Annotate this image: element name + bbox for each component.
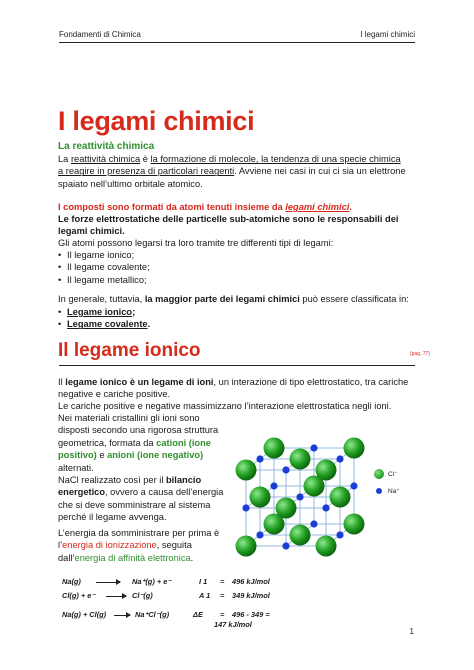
eq1-sym: I 1	[199, 577, 208, 586]
sodium-ion	[350, 482, 357, 489]
forces-paragraph: Le forze elettrostatiche delle particelle sub-atomiche sono le responsabili dei legami chimici.	[58, 214, 399, 237]
classes-list	[58, 306, 150, 331]
section-title: Il legame ionico	[58, 340, 201, 361]
chloride-ion	[264, 438, 285, 459]
sodium-ion	[256, 455, 263, 462]
energy-paragraph: L’energia da somministrare per prima è l’energia di ionizzazione, seguita dall’energia di affinità elettronica.	[58, 528, 220, 563]
lattice-legend	[374, 465, 400, 499]
list-item: • Il legame covalente;	[58, 262, 150, 273]
running-header	[59, 30, 415, 39]
crystal-paragraph: Nei materiali cristallini gli ioni sono disposti secondo una rigorosa struttura geometrica, formata da cationi (ione positivo) e anioni (ione negativo) alternati.	[58, 413, 219, 473]
chloride-icon	[374, 469, 384, 479]
chloride-ion	[236, 460, 257, 481]
eq1-rhs: Na⁺(g) + e⁻	[132, 577, 172, 586]
eq3-value: 496 - 349 =	[232, 610, 270, 619]
page-number: 1	[409, 627, 414, 636]
eq1-value: 496 kJ/mol	[232, 577, 270, 586]
chloride-ion	[316, 536, 337, 557]
list-item: • Il legame ionico;	[58, 250, 135, 260]
sodium-ion	[242, 504, 249, 511]
sodium-ion	[336, 455, 343, 462]
section-subtitle: La reattività chimica	[58, 141, 155, 152]
list-item: • Legame covalente .	[58, 319, 151, 330]
sodium-ion	[282, 542, 289, 549]
eq3-sym: ΔE	[193, 610, 203, 619]
header-rule	[59, 42, 415, 43]
eq3-rhs: Na⁺Cl⁻(g)	[135, 610, 170, 619]
eq2-equals: =	[220, 591, 225, 600]
sodium-ion	[270, 482, 277, 489]
header-left: Fondamenti di Chimica	[59, 30, 141, 39]
sodium-ion	[336, 531, 343, 538]
chloride-ion	[250, 487, 271, 508]
legend-cl: Cl⁻	[374, 465, 400, 482]
sodium-ion	[322, 504, 329, 511]
chloride-ion	[330, 487, 351, 508]
arrow-icon	[106, 596, 126, 597]
eq3-lhs: Na(g) + Cl(g)	[62, 610, 107, 619]
eq2-lhs: Cl(g) + e⁻	[62, 591, 96, 600]
ionic-definition: Il legame ionico è un legame di ioni, un interazione di tipo elettrostatico, tra cariche negative e cariche positive.	[58, 377, 409, 400]
sodium-ion	[310, 444, 317, 451]
header-right: I legami chimici	[360, 30, 415, 39]
eq2-rhs: Cl⁻(g)	[132, 591, 153, 600]
chloride-ion	[316, 460, 337, 481]
section-rule	[59, 365, 415, 366]
chloride-ion	[276, 498, 297, 519]
intro-paragraph: La reattività chimica è la formazione di molecole, la tendenza di una specie chimica a reagire in presenza di particolari reagenti. Avviene nei casi in cui ci sia un elettrone spaiato nell’ultimo orbitale atomico.	[58, 154, 406, 189]
sodium-icon	[376, 488, 382, 494]
eq3-value-result: 147 kJ/mol	[214, 620, 252, 629]
chloride-ion	[344, 514, 365, 535]
eq2-sym: A 1	[199, 591, 211, 600]
eq1-equals: =	[220, 577, 225, 586]
sodium-ion	[296, 493, 303, 500]
page-reference: (pag. 77)	[409, 351, 430, 357]
types-list	[58, 249, 150, 286]
sodium-ion	[310, 520, 317, 527]
legend-na: Na⁺	[374, 482, 400, 499]
charges-paragraph: Le cariche positive e negative massimizzano l’interazione elettrostatica negli ioni.	[58, 401, 392, 411]
list-item: • Il legame metallico;	[58, 274, 147, 285]
eq3-equals: =	[220, 610, 225, 619]
nacl-lattice-image	[226, 424, 386, 568]
nacl-paragraph: NaCl realizzato così per il bilancio energetico, ovvero a causa dell’energia che si deve somministrare al sistema perché il legame avvenga.	[58, 475, 224, 523]
chloride-ion	[290, 525, 311, 546]
list-item: • Legame ionico ;	[58, 307, 136, 317]
sodium-ion	[256, 531, 263, 538]
eq2-value: 349 kJ/mol	[232, 591, 270, 600]
chloride-ion	[290, 449, 311, 470]
types-intro: Gli atomi possono legarsi tra loro tramite tre differenti tipi di legami:	[58, 238, 334, 248]
compounds-paragraph: I composti sono formati da atomi tenuti insieme da legami chimici.	[58, 202, 352, 212]
arrow-icon	[114, 615, 130, 616]
general-paragraph: In generale, tuttavia, la maggior parte dei legami chimici può essere classificata in:	[58, 294, 409, 304]
sodium-ion	[282, 466, 289, 473]
page-title: I legami chimici	[58, 106, 255, 136]
arrow-icon	[96, 582, 120, 583]
chloride-ion	[344, 438, 365, 459]
eq1-lhs: Na(g)	[62, 577, 81, 586]
chloride-ion	[236, 536, 257, 557]
